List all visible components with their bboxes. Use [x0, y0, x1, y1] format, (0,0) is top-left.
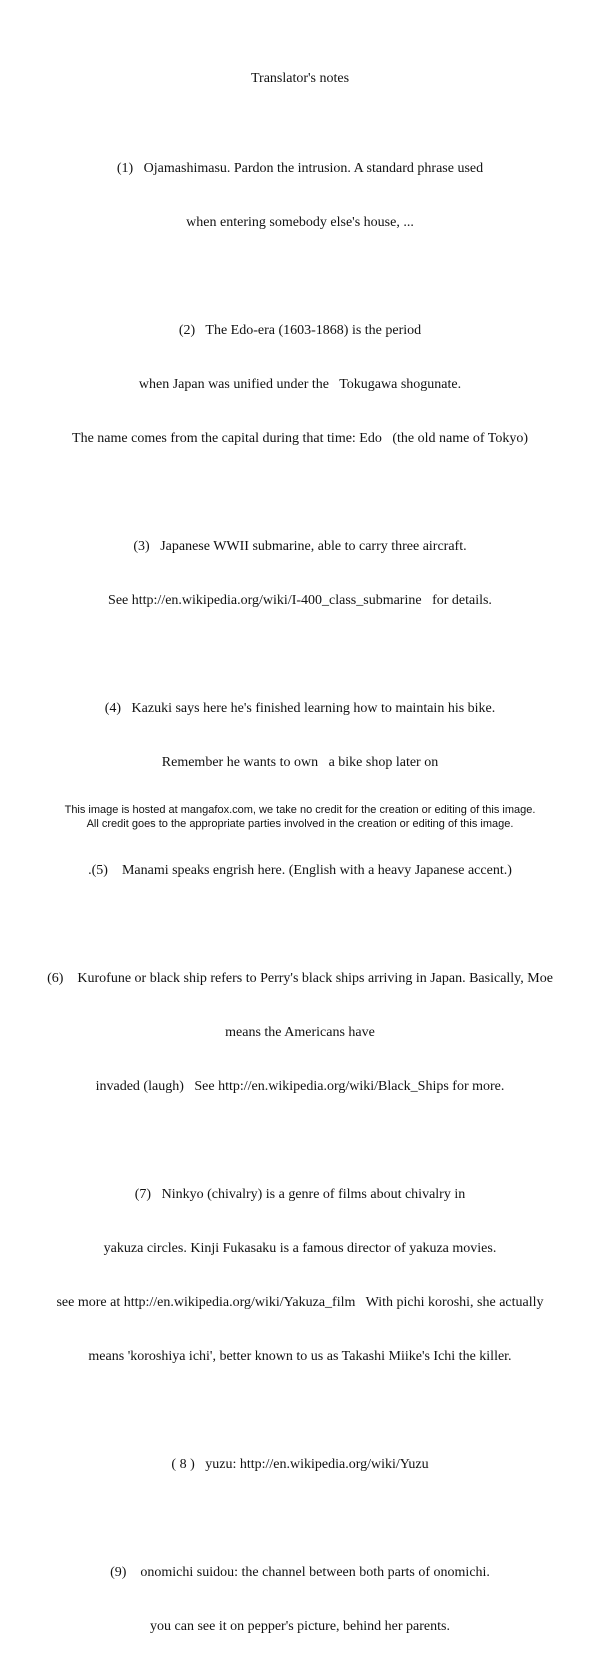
note-1 — [0, 124, 600, 268]
note-line: (1) Ojamashimasu. Pardon the intrusion. A standard phrase used — [116, 161, 484, 176]
note-line: invaded (laugh) See http://en.wikipedia.org/wiki/Black_Ships for more. — [95, 1079, 505, 1094]
note-line: (7) Ninkyo (chivalry) is a genre of films about chivalry in — [134, 1187, 466, 1202]
note-line: yakuza circles. Kinji Fukasaku is a famous director of yakuza movies. — [103, 1241, 497, 1256]
disclaimer-line-1: This image is hosted at mangafox.com, we take no credit for the creation or editing of this image. — [64, 804, 536, 816]
page-title: Translator's notes — [250, 71, 350, 86]
note-6 — [0, 934, 600, 1132]
note-line: ( 8 ) yuzu: http://en.wikipedia.org/wiki/Yuzu — [171, 1457, 429, 1472]
note-9 — [0, 1528, 600, 1672]
note-8 — [0, 1420, 600, 1510]
note-line: (3) Japanese WWII submarine, able to carry three aircraft. — [133, 539, 467, 554]
note-line: (9) onomichi suidou: the channel between both parts of onomichi. — [110, 1565, 490, 1580]
note-line: The name comes from the capital during that time: Edo (the old name of Tokyo) — [72, 431, 528, 446]
note-line: .(5) Manami speaks engrish here. (English with a heavy Japanese accent.) — [88, 863, 512, 878]
note-3 — [0, 502, 600, 646]
note-line: when entering somebody else's house, ... — [186, 215, 414, 230]
note-7 — [0, 1150, 600, 1402]
note-line: Remember he wants to own a bike shop later on — [161, 755, 439, 770]
note-5 — [0, 826, 600, 916]
notes-list — [0, 124, 600, 1672]
note-line: means the Americans have — [225, 1025, 375, 1040]
disclaimer-line-2: All credit goes to the appropriate parties involved in the creation or editing of this image. — [86, 818, 514, 830]
note-2 — [0, 286, 600, 484]
note-line: you can see it on pepper's picture, behind her parents. — [150, 1619, 450, 1634]
hosting-disclaimer — [0, 803, 600, 831]
note-line: means 'koroshiya ichi', better known to us as Takashi Miike's Ichi the killer. — [88, 1349, 512, 1364]
note-4 — [0, 664, 600, 808]
note-line: (6) Kurofune or black ship refers to Perry's black ships arriving in Japan. Basically, Moe — [47, 971, 553, 986]
note-line: See http://en.wikipedia.org/wiki/I-400_class_submarine for details. — [108, 593, 492, 608]
note-line: (2) The Edo-era (1603-1868) is the period — [178, 323, 422, 338]
note-line: (4) Kazuki says here he's finished learning how to maintain his bike. — [104, 701, 496, 716]
note-line: when Japan was unified under the Tokugawa shogunate. — [138, 377, 462, 392]
note-line: see more at http://en.wikipedia.org/wiki/Yakuza_film With pichi koroshi, she actually — [56, 1295, 544, 1310]
